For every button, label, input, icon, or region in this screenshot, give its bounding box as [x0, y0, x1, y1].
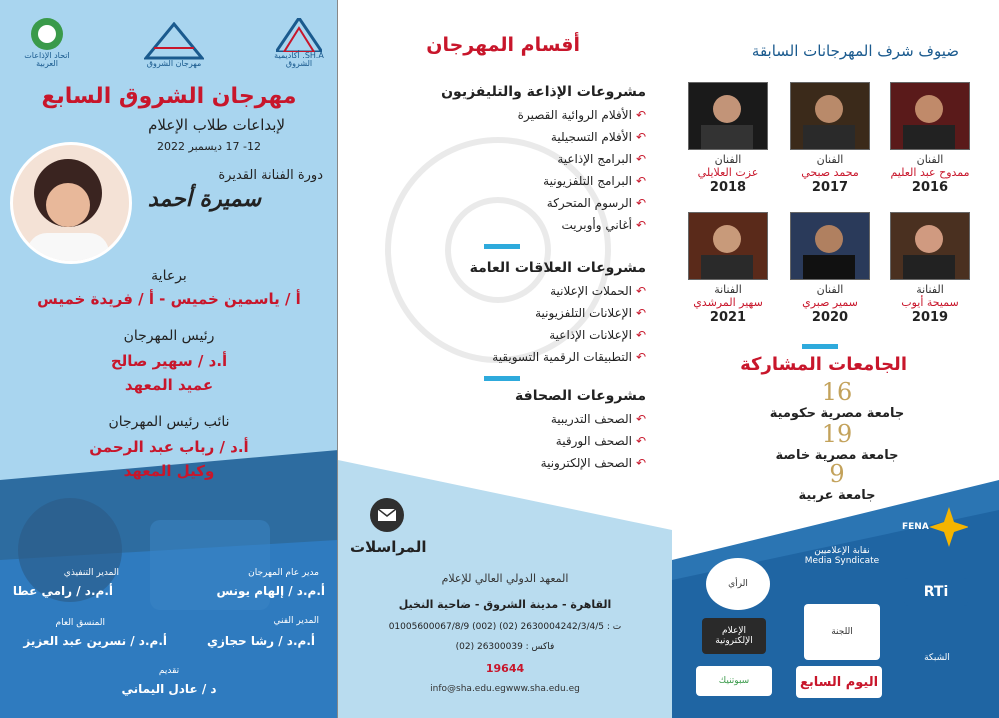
guest-year: 2017: [811, 180, 849, 196]
festival-title: مهرجان الشروق السابع: [41, 84, 297, 109]
guests-title: ضيوف شرف المهرجانات السابقة: [751, 42, 959, 60]
honoree-portrait: [10, 145, 129, 264]
sponsor-logo-media-syndicate: نقابة الإعلاميين Media Syndicate: [804, 546, 880, 566]
guest-year: 2019: [911, 310, 949, 326]
institute-name: المعهد الدولي العالي للإعلام: [441, 572, 569, 585]
arrow-icon: ↶: [635, 306, 646, 320]
staff-name-executive-director: أ.م.د / رامي عطا: [12, 584, 113, 598]
list-item: ↶ البرامج التلفزيونية: [543, 174, 646, 188]
guest-photo: [890, 82, 970, 150]
sponsor-logo-youm7: اليوم السابع: [796, 666, 882, 698]
sponsor-logo-fena: FENA: [902, 496, 968, 558]
list-item: ↶ البرامج الإذاعية: [557, 152, 646, 166]
list-item: ↶ الصحف الإلكترونية: [540, 456, 646, 470]
phone-numbers: ت : 2630004242/3/4/5 (02) (002) 01005600067/8/9: [388, 622, 622, 632]
section-press-title: مشروعات الصحافة: [515, 388, 646, 404]
university-stat: 16 جامعة مصرية حكومية: [769, 378, 905, 421]
section-divider: [802, 344, 838, 349]
guest-card: الفنان عزت العلايلي 2018: [688, 82, 768, 195]
institute-address: القاهرة - مدينة الشروق - ضاحية النخيل: [398, 598, 612, 611]
guest-year: 2016: [911, 180, 949, 196]
festival-logo-icon: [144, 22, 204, 60]
list-item: ↶ الصحف التدريبية: [550, 412, 646, 426]
arrow-icon: ↶: [635, 284, 646, 298]
staff-role-general-director: مدير عام المهرجان: [248, 568, 319, 578]
envelope-glyph: [377, 508, 397, 522]
university-stat: 19 جامعة مصرية خاصة: [775, 420, 899, 463]
fax-number: فاكس : 26300039 (02): [455, 642, 555, 652]
staff-name-technical-director: أ.م.د / رشا حجازي: [206, 634, 315, 648]
vp-label: نائب رئيس المهرجان: [108, 414, 230, 430]
arrow-icon: ↶: [635, 350, 646, 364]
arrow-icon: ↶: [635, 152, 646, 166]
guest-card: الفنان سمير صبري 2020: [790, 212, 870, 325]
list-item: ↶ الأفلام التسجيلية: [550, 130, 646, 144]
guest-card: الفنانة سميحة أيوب 2019: [890, 212, 970, 325]
honoree-photo: [10, 142, 132, 264]
guest-photo: [890, 212, 970, 280]
asbu-logo-icon: [27, 16, 67, 52]
staff-role-presenter: تقديم: [158, 666, 180, 676]
president-label: رئيس المهرجان: [123, 328, 215, 344]
sponsor-logo-electronic-media: الإعلام الإلكترونية: [702, 618, 766, 654]
universities-title: الجامعات المشاركة: [740, 354, 907, 375]
right-panel: [672, 0, 999, 718]
president-name: أ.د / سهير صالح: [110, 352, 228, 370]
list-item: ↶ الحملات الإعلانية: [550, 284, 646, 298]
arrow-icon: ↶: [635, 434, 646, 448]
list-item: ↶ الصحف الورقية: [555, 434, 646, 448]
list-item: ↶ الإعلانات الإذاعية: [549, 328, 646, 342]
section-press: [406, 388, 646, 474]
guest-photo: [688, 212, 768, 280]
section-broadcast-title: مشروعات الإذاعة والتليفزيون: [441, 84, 646, 100]
arrow-icon: ↶: [635, 130, 646, 144]
guest-photo: [688, 82, 768, 150]
arrow-icon: ↶: [635, 412, 646, 426]
arrow-icon: ↶: [635, 218, 646, 232]
middle-panel: [338, 0, 672, 718]
list-item: ↶ الإعلانات التلفزيونية: [535, 306, 646, 320]
vp-name: أ.د / رباب عبد الرحمن: [89, 438, 249, 456]
sponsor-logo-alrai: الرأي: [706, 558, 770, 610]
patronage-names: أ / ياسمين خميس - أ / فريدة خميس: [37, 290, 301, 308]
staff-name-general-director: أ.م.د / إلهام يونس: [216, 584, 325, 598]
guest-year: 2018: [709, 180, 747, 196]
vp-role: وكيل المعهد: [123, 462, 215, 480]
guest-card: الفنان محمد صبحي 2017: [790, 82, 870, 195]
academy-logo: [270, 12, 328, 68]
sponsor-logo-sputnik: سبوتنيك: [696, 666, 772, 696]
asbu-logo: [18, 12, 76, 68]
festival-logo: [140, 12, 208, 68]
festival-dates: 12- 17 ديسمبر 2022: [157, 140, 261, 153]
arrow-icon: ↶: [635, 108, 646, 122]
staff-role-executive-director: المدير التنفيذي: [63, 568, 119, 578]
staff-role-coordinator: المنسق العام: [55, 618, 105, 628]
arrow-icon: ↶: [635, 174, 646, 188]
staff-name-coordinator: أ.م.د / نسرين عبد العزيز: [23, 634, 167, 648]
honoree-name: سميرة أحمد: [147, 186, 261, 212]
list-item: ↶ الرسوم المتحركة: [546, 196, 646, 210]
section-pr-title: مشروعات العلاقات العامة: [469, 260, 646, 276]
section-pr: [406, 260, 646, 368]
contact-label: المراسلات: [350, 538, 427, 556]
list-item: ↶ التطبيقات الرقمية التسويقية: [492, 350, 646, 364]
guest-photo: [790, 212, 870, 280]
sponsor-logo-committee: اللجنة: [804, 604, 880, 660]
patronage-label: برعاية: [151, 268, 187, 284]
envelope-icon: [370, 498, 404, 532]
staff-name-presenter: د / عادل اليماني: [121, 682, 217, 696]
list-item: ↶ أغاني وأوبريت: [561, 218, 646, 232]
sponsor-logo-network: الشبكة: [924, 653, 950, 663]
sections-title: أقسام المهرجان: [426, 34, 580, 56]
left-decor-wave: [0, 440, 338, 718]
festival-subtitle: لإبداعات طلاب الإعلام: [148, 116, 285, 134]
arrow-icon: ↶: [635, 456, 646, 470]
hotline-number: 19644: [485, 662, 525, 675]
contact-website[interactable]: info@sha.edu.egwww.sha.edu.eg: [430, 684, 580, 694]
asbu-logo-text: اتحاد الإذاعات العربية: [24, 51, 70, 68]
edition-label: دورة الفنانة القديرة: [218, 168, 323, 183]
guest-card: الفنانة سهير المرشدي 2021: [688, 212, 768, 325]
list-item: ↶ الأفلام الروائية القصيرة: [517, 108, 646, 122]
festival-logo-text: مهرجان الشروق: [146, 59, 202, 68]
arrow-icon: ↶: [635, 196, 646, 210]
president-role: عميد المعهد: [124, 376, 214, 394]
academy-logo-text: SH.A. أكاديمية الشروق: [274, 51, 324, 68]
staff-role-technical-director: المدير الفني: [273, 616, 319, 626]
sponsor-logo-rti: RTi: [904, 578, 968, 606]
arrow-icon: ↶: [635, 328, 646, 342]
section-divider: [484, 244, 520, 249]
section-divider: [484, 376, 520, 381]
guest-year: 2021: [709, 310, 747, 326]
guest-card: الفنان ممدوح عبد العليم 2016: [890, 82, 970, 195]
guest-year: 2020: [811, 310, 849, 326]
left-panel: [0, 0, 338, 718]
guest-photo: [790, 82, 870, 150]
section-broadcast: [406, 84, 646, 236]
university-stat: 9 جامعة عربية: [798, 460, 876, 503]
academy-logo-icon: [276, 18, 322, 52]
